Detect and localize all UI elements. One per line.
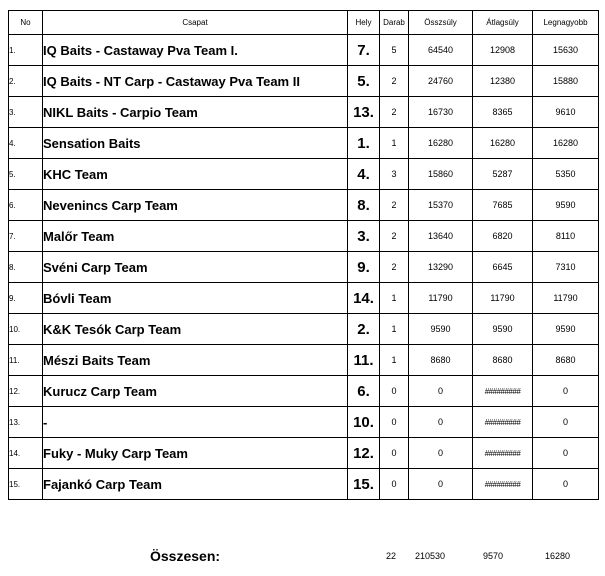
table-row bbox=[9, 159, 599, 190]
largest-catch-cell: 9610 bbox=[533, 97, 599, 128]
header-no: No bbox=[9, 11, 43, 35]
total-weight-cell: 8680 bbox=[409, 345, 473, 376]
row-number-cell: 5. bbox=[9, 159, 43, 190]
place-cell: 6. bbox=[348, 376, 380, 407]
totals-average-weight: 9570 bbox=[483, 551, 504, 561]
place-cell: 9. bbox=[348, 252, 380, 283]
total-weight-cell: 16730 bbox=[409, 97, 473, 128]
total-weight-cell: 0 bbox=[409, 438, 473, 469]
average-weight-cell: 9590 bbox=[473, 314, 533, 345]
total-weight-cell: 13640 bbox=[409, 221, 473, 252]
table-row bbox=[9, 190, 599, 221]
catch-count-cell: 0 bbox=[380, 438, 409, 469]
total-weight-cell: 24760 bbox=[409, 66, 473, 97]
table-row bbox=[9, 97, 599, 128]
largest-catch-cell: 0 bbox=[533, 469, 599, 500]
row-number-cell: 6. bbox=[9, 190, 43, 221]
catch-count-cell: 1 bbox=[380, 345, 409, 376]
team-name-cell: Mészi Baits Team bbox=[43, 345, 348, 376]
team-name-cell: Bóvli Team bbox=[43, 283, 348, 314]
place-cell: 4. bbox=[348, 159, 380, 190]
team-name-cell: IQ Baits - NT Carp - Castaway Pva Team II bbox=[43, 66, 348, 97]
average-weight-cell: 6645 bbox=[473, 252, 533, 283]
header-total-weight: Összsúly bbox=[409, 11, 473, 35]
team-name-cell: K&K Tesók Carp Team bbox=[43, 314, 348, 345]
total-weight-cell: 0 bbox=[409, 469, 473, 500]
row-number-cell: 9. bbox=[9, 283, 43, 314]
catch-count-cell: 2 bbox=[380, 190, 409, 221]
largest-catch-cell: 8110 bbox=[533, 221, 599, 252]
header-largest: Legnagyobb bbox=[533, 11, 599, 35]
place-cell: 3. bbox=[348, 221, 380, 252]
table-row bbox=[9, 438, 599, 469]
largest-catch-cell: 9590 bbox=[533, 314, 599, 345]
average-weight-cell: 5287 bbox=[473, 159, 533, 190]
catch-count-cell: 2 bbox=[380, 221, 409, 252]
row-number-cell: 1. bbox=[9, 35, 43, 66]
place-cell: 15. bbox=[348, 469, 380, 500]
team-name-cell: Fuky - Muky Carp Team bbox=[43, 438, 348, 469]
largest-catch-cell: 9590 bbox=[533, 190, 599, 221]
catch-count-cell: 5 bbox=[380, 35, 409, 66]
table-row bbox=[9, 66, 599, 97]
table-row bbox=[9, 376, 599, 407]
average-weight-cell: ######### bbox=[473, 438, 533, 469]
total-weight-cell: 0 bbox=[409, 407, 473, 438]
average-weight-cell: ######### bbox=[473, 469, 533, 500]
results-table bbox=[8, 10, 599, 500]
average-weight-cell: 12908 bbox=[473, 35, 533, 66]
average-weight-cell: 8680 bbox=[473, 345, 533, 376]
header-place: Hely bbox=[348, 11, 380, 35]
total-weight-cell: 13290 bbox=[409, 252, 473, 283]
table-row bbox=[9, 345, 599, 376]
team-name-cell: - bbox=[43, 407, 348, 438]
largest-catch-cell: 0 bbox=[533, 376, 599, 407]
total-weight-cell: 16280 bbox=[409, 128, 473, 159]
average-weight-cell: 8365 bbox=[473, 97, 533, 128]
largest-catch-cell: 5350 bbox=[533, 159, 599, 190]
catch-count-cell: 0 bbox=[380, 376, 409, 407]
row-number-cell: 4. bbox=[9, 128, 43, 159]
row-number-cell: 2. bbox=[9, 66, 43, 97]
largest-catch-cell: 7310 bbox=[533, 252, 599, 283]
average-weight-cell: ######### bbox=[473, 407, 533, 438]
catch-count-cell: 1 bbox=[380, 283, 409, 314]
totals-largest: 16280 bbox=[545, 551, 571, 561]
row-number-cell: 15. bbox=[9, 469, 43, 500]
results-sheet bbox=[8, 10, 599, 500]
row-number-cell: 10. bbox=[9, 314, 43, 345]
team-name-cell: Nevenincs Carp Team bbox=[43, 190, 348, 221]
row-number-cell: 14. bbox=[9, 438, 43, 469]
place-cell: 14. bbox=[348, 283, 380, 314]
total-weight-cell: 11790 bbox=[409, 283, 473, 314]
largest-catch-cell: 8680 bbox=[533, 345, 599, 376]
total-weight-cell: 9590 bbox=[409, 314, 473, 345]
team-name-cell: Kurucz Carp Team bbox=[43, 376, 348, 407]
place-cell: 8. bbox=[348, 190, 380, 221]
place-cell: 2. bbox=[348, 314, 380, 345]
team-name-cell: Fajankó Carp Team bbox=[43, 469, 348, 500]
table-row bbox=[9, 283, 599, 314]
totals-total-weight: 210530 bbox=[415, 551, 446, 561]
largest-catch-cell: 0 bbox=[533, 407, 599, 438]
header-row bbox=[9, 11, 599, 35]
place-cell: 7. bbox=[348, 35, 380, 66]
total-weight-cell: 15370 bbox=[409, 190, 473, 221]
totals-count: 22 bbox=[386, 551, 397, 561]
team-name-cell: NIKL Baits - Carpio Team bbox=[43, 97, 348, 128]
table-row bbox=[9, 35, 599, 66]
place-cell: 13. bbox=[348, 97, 380, 128]
table-row bbox=[9, 469, 599, 500]
catch-count-cell: 2 bbox=[380, 252, 409, 283]
row-number-cell: 3. bbox=[9, 97, 43, 128]
largest-catch-cell: 0 bbox=[533, 438, 599, 469]
table-row bbox=[9, 314, 599, 345]
largest-catch-cell: 15630 bbox=[533, 35, 599, 66]
total-weight-cell: 64540 bbox=[409, 35, 473, 66]
header-count: Darab bbox=[380, 11, 409, 35]
header-team: Csapat bbox=[43, 11, 348, 35]
catch-count-cell: 1 bbox=[380, 128, 409, 159]
catch-count-cell: 1 bbox=[380, 314, 409, 345]
catch-count-cell: 0 bbox=[380, 407, 409, 438]
average-weight-cell: 16280 bbox=[473, 128, 533, 159]
table-row bbox=[9, 407, 599, 438]
totals-row bbox=[0, 548, 605, 570]
largest-catch-cell: 15880 bbox=[533, 66, 599, 97]
place-cell: 12. bbox=[348, 438, 380, 469]
team-name-cell: KHC Team bbox=[43, 159, 348, 190]
team-name-cell: Sensation Baits bbox=[43, 128, 348, 159]
total-weight-cell: 0 bbox=[409, 376, 473, 407]
catch-count-cell: 3 bbox=[380, 159, 409, 190]
place-cell: 11. bbox=[348, 345, 380, 376]
table-row bbox=[9, 221, 599, 252]
average-weight-cell: ######### bbox=[473, 376, 533, 407]
totals-label: Összesen: bbox=[150, 548, 221, 564]
row-number-cell: 8. bbox=[9, 252, 43, 283]
catch-count-cell: 2 bbox=[380, 97, 409, 128]
average-weight-cell: 7685 bbox=[473, 190, 533, 221]
average-weight-cell: 11790 bbox=[473, 283, 533, 314]
largest-catch-cell: 16280 bbox=[533, 128, 599, 159]
place-cell: 5. bbox=[348, 66, 380, 97]
team-name-cell: Malőr Team bbox=[43, 221, 348, 252]
row-number-cell: 11. bbox=[9, 345, 43, 376]
catch-count-cell: 2 bbox=[380, 66, 409, 97]
row-number-cell: 13. bbox=[9, 407, 43, 438]
total-weight-cell: 15860 bbox=[409, 159, 473, 190]
row-number-cell: 12. bbox=[9, 376, 43, 407]
largest-catch-cell: 11790 bbox=[533, 283, 599, 314]
place-cell: 1. bbox=[348, 128, 380, 159]
average-weight-cell: 6820 bbox=[473, 221, 533, 252]
team-name-cell: IQ Baits - Castaway Pva Team I. bbox=[43, 35, 348, 66]
table-row bbox=[9, 128, 599, 159]
place-cell: 10. bbox=[348, 407, 380, 438]
row-number-cell: 7. bbox=[9, 221, 43, 252]
team-name-cell: Svéni Carp Team bbox=[43, 252, 348, 283]
average-weight-cell: 12380 bbox=[473, 66, 533, 97]
table-row bbox=[9, 252, 599, 283]
catch-count-cell: 0 bbox=[380, 469, 409, 500]
header-average-weight: Átlagsúly bbox=[473, 11, 533, 35]
